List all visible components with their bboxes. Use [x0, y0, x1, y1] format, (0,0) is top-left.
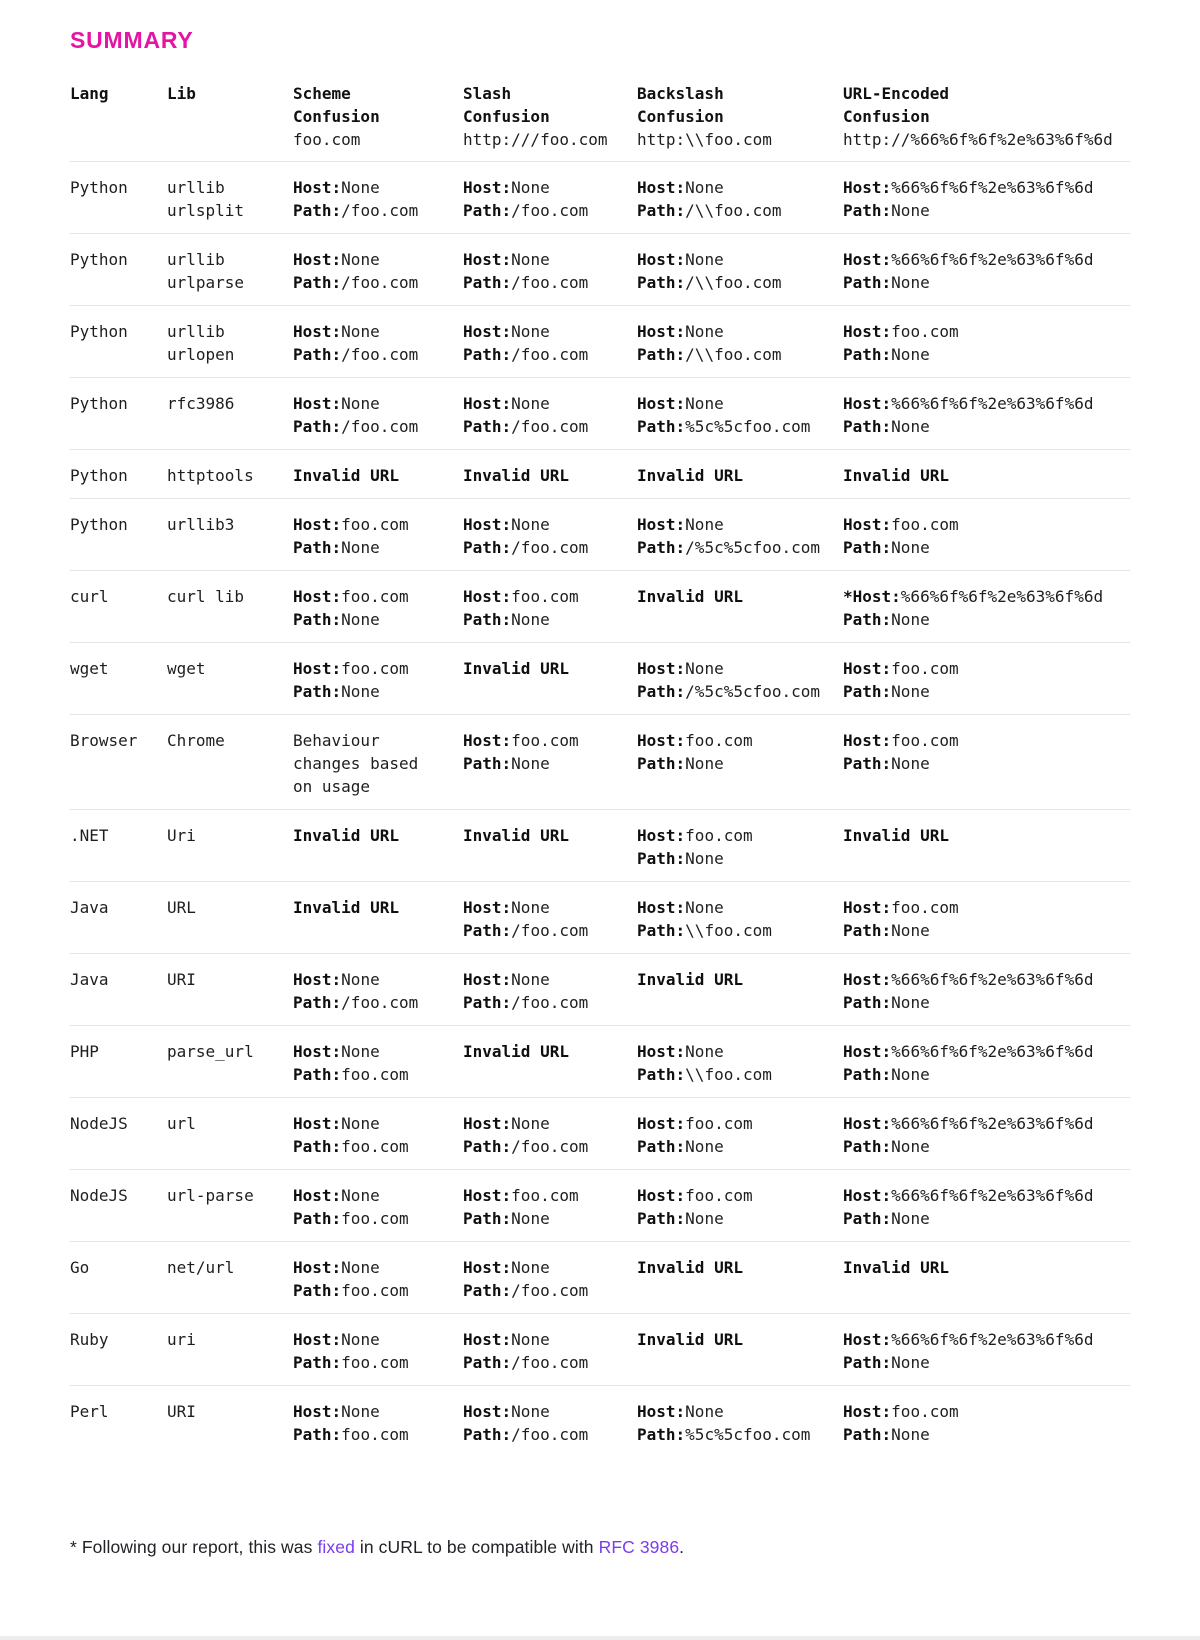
host-path-line: Host:%66%6f%6f%2e%63%6f%6d — [843, 1330, 1094, 1349]
invalid-url-label: Invalid URL — [463, 826, 569, 845]
result-cell — [843, 657, 1130, 703]
host-path-line: Path:/foo.com — [293, 273, 419, 292]
host-path-line: Path:/foo.com — [463, 1353, 589, 1372]
result-cell — [843, 248, 1130, 294]
host-path-line: Host:foo.com — [637, 731, 753, 750]
host-path-line: Host:foo.com — [637, 1114, 753, 1133]
row-lib: URL — [167, 898, 196, 917]
host-path-line: Host:None — [293, 1258, 380, 1277]
col-header-slash-confusion: Slash Confusion http:///foo.com — [463, 82, 637, 151]
footnote-link-fixed[interactable]: fixed — [317, 1537, 355, 1557]
result-cell — [463, 1040, 637, 1086]
table-row — [70, 1386, 1130, 1457]
host-path-line: Host:None — [637, 659, 724, 678]
result-cell — [293, 1256, 463, 1302]
invalid-url-label: Invalid URL — [637, 970, 743, 989]
result-cell — [843, 1400, 1130, 1446]
result-cell — [637, 464, 843, 487]
host-path-line: Host:None — [293, 394, 380, 413]
table-header-row — [70, 82, 1130, 162]
host-path-line: Host:None — [637, 898, 724, 917]
host-path-line: *Host:%66%6f%6f%2e%63%6f%6d — [843, 587, 1104, 606]
host-path-line: Path:None — [843, 754, 930, 773]
host-path-line: Host:None — [637, 1042, 724, 1061]
host-path-line: Path:None — [293, 610, 380, 629]
host-path-line: Path:None — [843, 682, 930, 701]
table-row — [70, 378, 1130, 450]
row-lib: urllib3 — [167, 515, 235, 534]
host-path-line: Host:None — [463, 322, 550, 341]
invalid-url-label: Invalid URL — [637, 587, 743, 606]
host-path-line: Host:None — [463, 898, 550, 917]
table-row — [70, 810, 1130, 882]
result-cell — [293, 824, 463, 870]
host-path-line: Host:None — [463, 250, 550, 269]
host-path-line: Host:%66%6f%6f%2e%63%6f%6d — [843, 1114, 1094, 1133]
result-cell — [637, 320, 843, 366]
host-path-line: Host:foo.com — [463, 1186, 579, 1205]
row-lang: Python — [70, 322, 128, 341]
row-lang: Python — [70, 178, 128, 197]
result-cell — [637, 896, 843, 942]
result-cell: Behaviour changes based on usage — [293, 731, 419, 796]
row-lang: PHP — [70, 1042, 99, 1061]
host-path-line: Path:None — [463, 754, 550, 773]
host-path-line: Path:/foo.com — [293, 993, 419, 1012]
result-cell — [293, 513, 463, 559]
example-url: http:///foo.com — [463, 130, 608, 149]
col-header-scheme-confusion: Scheme Confusion foo.com — [293, 82, 463, 151]
host-path-line: Host:None — [637, 515, 724, 534]
host-path-line: Path:/foo.com — [463, 273, 589, 292]
result-cell — [463, 392, 637, 438]
result-cell — [843, 1256, 1130, 1302]
result-cell — [463, 585, 637, 631]
host-path-line: Host:%66%6f%6f%2e%63%6f%6d — [843, 394, 1094, 413]
result-cell — [463, 248, 637, 294]
result-cell — [293, 1328, 463, 1374]
result-cell — [463, 1328, 637, 1374]
table-row — [70, 1242, 1130, 1314]
host-path-line: Path:None — [463, 610, 550, 629]
host-path-line: Path:/%5c%5cfoo.com — [637, 538, 821, 557]
result-cell — [637, 824, 843, 870]
row-lib: rfc3986 — [167, 394, 235, 413]
result-cell — [637, 176, 843, 222]
result-cell — [463, 464, 637, 487]
row-lib: net/url — [167, 1258, 235, 1277]
example-url: foo.com — [293, 130, 361, 149]
host-path-line: Host:None — [463, 394, 550, 413]
row-lang: Python — [70, 250, 128, 269]
host-path-line: Host:%66%6f%6f%2e%63%6f%6d — [843, 1042, 1094, 1061]
table-row — [70, 715, 1130, 810]
result-cell — [843, 1328, 1130, 1374]
table-row — [70, 1098, 1130, 1170]
footnote-link-rfc3986[interactable]: RFC 3986 — [598, 1537, 680, 1557]
result-cell — [637, 585, 843, 631]
result-cell — [637, 657, 843, 703]
host-path-line: Host:None — [463, 1330, 550, 1349]
host-path-line: Path:foo.com — [293, 1425, 409, 1444]
host-path-line: Path:foo.com — [293, 1353, 409, 1372]
row-lib: urllib urlparse — [167, 250, 245, 292]
result-cell — [293, 1040, 463, 1086]
footnote-text: in cURL to be compatible with — [354, 1537, 599, 1557]
table-row — [70, 571, 1130, 643]
host-path-line: Path:None — [637, 1137, 724, 1156]
invalid-url-label: Invalid URL — [637, 466, 743, 485]
invalid-url-label: Invalid URL — [843, 826, 949, 845]
result-cell — [463, 320, 637, 366]
result-cell — [843, 392, 1130, 438]
host-path-line: Path:%5c%5cfoo.com — [637, 417, 811, 436]
page-title: SUMMARY — [70, 27, 194, 53]
host-path-line: Path:/foo.com — [463, 417, 589, 436]
result-cell — [843, 896, 1130, 942]
result-cell — [843, 1112, 1130, 1158]
host-path-line: Host:foo.com — [463, 587, 579, 606]
host-path-line: Path:/foo.com — [463, 345, 589, 364]
host-path-line: Path:/\\foo.com — [637, 201, 782, 220]
row-lib: urllib urlsplit — [167, 178, 245, 220]
host-path-line: Path:None — [463, 1209, 550, 1228]
host-path-line: Path:foo.com — [293, 1281, 409, 1300]
host-path-line: Path:None — [293, 538, 380, 557]
host-path-line: Path:/foo.com — [463, 993, 589, 1012]
invalid-url-label: Invalid URL — [843, 1258, 949, 1277]
host-path-line: Host:foo.com — [637, 826, 753, 845]
result-cell — [637, 248, 843, 294]
table-row — [70, 234, 1130, 306]
result-cell — [293, 585, 463, 631]
host-path-line: Host:foo.com — [463, 731, 579, 750]
host-path-line: Path:None — [843, 993, 930, 1012]
host-path-line: Path:None — [843, 1209, 930, 1228]
table-row — [70, 954, 1130, 1026]
result-cell — [463, 513, 637, 559]
row-lang: Python — [70, 466, 128, 485]
host-path-line: Host:foo.com — [293, 587, 409, 606]
result-cell — [843, 513, 1130, 559]
invalid-url-label: Invalid URL — [293, 466, 399, 485]
row-lib: parse_url — [167, 1042, 254, 1061]
table-row — [70, 1026, 1130, 1098]
invalid-url-label: Invalid URL — [463, 1042, 569, 1061]
host-path-line: Path:None — [843, 1137, 930, 1156]
row-lib: urllib urlopen — [167, 322, 235, 364]
row-lang: .NET — [70, 826, 109, 845]
host-path-line: Path:foo.com — [293, 1209, 409, 1228]
summary-section — [0, 26, 1200, 1559]
host-path-line: Path:/foo.com — [293, 345, 419, 364]
host-path-line: Host:None — [293, 1330, 380, 1349]
host-path-line: Host:%66%6f%6f%2e%63%6f%6d — [843, 970, 1094, 989]
result-cell — [637, 1040, 843, 1086]
host-path-line: Host:None — [637, 178, 724, 197]
result-cell — [293, 657, 463, 703]
result-cell — [637, 1112, 843, 1158]
host-path-line: Path:None — [843, 1065, 930, 1084]
table-row — [70, 499, 1130, 571]
host-path-line: Path:None — [843, 1353, 930, 1372]
row-lib: wget — [167, 659, 206, 678]
result-cell — [463, 176, 637, 222]
result-cell — [463, 1112, 637, 1158]
row-lib: url-parse — [167, 1186, 254, 1205]
host-path-line: Host:foo.com — [293, 515, 409, 534]
result-cell — [293, 1112, 463, 1158]
result-cell — [637, 1400, 843, 1446]
result-cell — [843, 968, 1130, 1014]
result-cell — [843, 585, 1130, 631]
invalid-url-label: Invalid URL — [463, 466, 569, 485]
host-path-line: Path:/foo.com — [463, 201, 589, 220]
host-path-line: Host:None — [637, 250, 724, 269]
host-path-line: Path:None — [843, 417, 930, 436]
result-cell — [843, 464, 1130, 487]
host-path-line: Path:/foo.com — [293, 201, 419, 220]
row-lang: Python — [70, 394, 128, 413]
result-cell — [293, 320, 463, 366]
host-path-line: Host:%66%6f%6f%2e%63%6f%6d — [843, 178, 1094, 197]
result-cell — [843, 824, 1130, 870]
host-path-line: Host:None — [637, 322, 724, 341]
result-cell — [463, 729, 637, 798]
result-cell — [637, 729, 843, 798]
table-row — [70, 306, 1130, 378]
host-path-line: Path:foo.com — [293, 1065, 409, 1084]
host-path-line: Path:/foo.com — [463, 538, 589, 557]
row-lib: URI — [167, 1402, 196, 1421]
result-cell — [463, 968, 637, 1014]
footnote — [70, 1535, 1200, 1559]
result-cell — [637, 392, 843, 438]
host-path-line: Host:None — [637, 394, 724, 413]
row-lib: Uri — [167, 826, 196, 845]
table-row — [70, 162, 1130, 234]
host-path-line: Host:None — [293, 250, 380, 269]
result-cell — [293, 176, 463, 222]
invalid-url-label: Invalid URL — [637, 1258, 743, 1277]
row-lang: curl — [70, 587, 109, 606]
url-parsing-results-table — [70, 82, 1130, 1457]
row-lang: Ruby — [70, 1330, 109, 1349]
table-body — [70, 162, 1130, 1457]
host-path-line: Host:foo.com — [843, 1402, 959, 1421]
row-lang: Perl — [70, 1402, 109, 1421]
host-path-line: Host:None — [463, 970, 550, 989]
host-path-line: Host:foo.com — [843, 659, 959, 678]
page-bottom-divider — [0, 1636, 1200, 1640]
result-cell — [293, 464, 463, 487]
host-path-line: Path:\\foo.com — [637, 921, 772, 940]
host-path-line: Path:None — [843, 345, 930, 364]
host-path-line: Path:None — [843, 538, 930, 557]
host-path-line: Host:foo.com — [637, 1186, 753, 1205]
result-cell — [463, 1256, 637, 1302]
host-path-line: Path:None — [843, 273, 930, 292]
result-cell — [293, 248, 463, 294]
row-lib: URI — [167, 970, 196, 989]
host-path-line: Host:None — [463, 1114, 550, 1133]
row-lang: Go — [70, 1258, 90, 1277]
host-path-line: Host:None — [293, 1402, 380, 1421]
host-path-line: Path:/\\foo.com — [637, 345, 782, 364]
result-cell — [293, 392, 463, 438]
host-path-line: Host:None — [463, 1258, 550, 1277]
row-lang: wget — [70, 659, 109, 678]
host-path-line: Path:/\\foo.com — [637, 273, 782, 292]
host-path-line: Host:None — [293, 178, 380, 197]
result-cell — [463, 824, 637, 870]
host-path-line: Host:None — [463, 515, 550, 534]
col-header-lib: Lib — [167, 84, 196, 103]
host-path-line: Host:%66%6f%6f%2e%63%6f%6d — [843, 1186, 1094, 1205]
host-path-line: Host:None — [293, 1042, 380, 1061]
host-path-line: Path:/foo.com — [463, 1137, 589, 1156]
host-path-line: Path:/foo.com — [463, 1425, 589, 1444]
host-path-line: Path:\\foo.com — [637, 1065, 772, 1084]
invalid-url-label: Invalid URL — [843, 466, 949, 485]
host-path-line: Host:foo.com — [843, 731, 959, 750]
row-lang: Java — [70, 970, 109, 989]
result-cell — [293, 1400, 463, 1446]
host-path-line: Path:None — [843, 201, 930, 220]
host-path-line: Host:None — [293, 322, 380, 341]
host-path-line: Path:None — [843, 1425, 930, 1444]
row-lib: httptools — [167, 466, 254, 485]
row-lang: Python — [70, 515, 128, 534]
row-lib: Chrome — [167, 731, 225, 750]
host-path-line: Path:None — [843, 921, 930, 940]
result-cell — [637, 1184, 843, 1230]
host-path-line: Path:foo.com — [293, 1137, 409, 1156]
host-path-line: Path:/%5c%5cfoo.com — [637, 682, 821, 701]
table-row — [70, 643, 1130, 715]
row-lang: Java — [70, 898, 109, 917]
host-path-line: Path:/foo.com — [463, 1281, 589, 1300]
row-lib: curl lib — [167, 587, 245, 606]
result-cell — [843, 176, 1130, 222]
host-path-line: Host:foo.com — [293, 659, 409, 678]
host-path-line: Path:None — [637, 754, 724, 773]
example-url: http://%66%6f%6f%2e%63%6f%6d — [843, 130, 1113, 149]
host-path-line: Host:None — [293, 970, 380, 989]
col-header-lang: Lang — [70, 84, 109, 103]
invalid-url-label: Invalid URL — [463, 659, 569, 678]
host-path-line: Host:None — [293, 1186, 380, 1205]
host-path-line: Host:None — [463, 1402, 550, 1421]
result-cell — [843, 1040, 1130, 1086]
col-header-url-encoded-confusion: URL-Encoded Confusion http://%66%6f%6f%2e%63%6f%6d — [843, 82, 1130, 151]
result-cell — [463, 1400, 637, 1446]
col-header-backslash-confusion: Backslash Confusion http:\\foo.com — [637, 82, 843, 151]
host-path-line: Host:%66%6f%6f%2e%63%6f%6d — [843, 250, 1094, 269]
row-lang: Browser — [70, 731, 138, 750]
result-cell — [843, 1184, 1130, 1230]
row-lib: url — [167, 1114, 196, 1133]
row-lib: uri — [167, 1330, 196, 1349]
result-cell — [463, 896, 637, 942]
host-path-line: Host:None — [293, 1114, 380, 1133]
host-path-line: Host:foo.com — [843, 515, 959, 534]
host-path-line: Path:None — [843, 610, 930, 629]
host-path-line: Path:None — [637, 849, 724, 868]
invalid-url-label: Invalid URL — [293, 826, 399, 845]
footnote-text: * Following our report, this was — [70, 1537, 318, 1557]
table-row — [70, 882, 1130, 954]
result-cell — [637, 1328, 843, 1374]
host-path-line: Host:foo.com — [843, 898, 959, 917]
table-row — [70, 1314, 1130, 1386]
result-cell — [843, 729, 1130, 798]
host-path-line: Path:/foo.com — [463, 921, 589, 940]
host-path-line: Path:%5c%5cfoo.com — [637, 1425, 811, 1444]
result-cell — [293, 968, 463, 1014]
footnote-text: . — [679, 1537, 685, 1557]
result-cell — [843, 320, 1130, 366]
result-cell — [463, 1184, 637, 1230]
row-lang: NodeJS — [70, 1114, 128, 1133]
host-path-line: Host:None — [463, 178, 550, 197]
example-url: http:\\foo.com — [637, 130, 772, 149]
result-cell — [637, 968, 843, 1014]
host-path-line: Path:/foo.com — [293, 417, 419, 436]
result-cell — [293, 1184, 463, 1230]
host-path-line: Host:None — [637, 1402, 724, 1421]
host-path-line: Path:None — [293, 682, 380, 701]
result-cell — [637, 1256, 843, 1302]
result-cell — [293, 896, 463, 942]
row-lang: NodeJS — [70, 1186, 128, 1205]
invalid-url-label: Invalid URL — [293, 898, 399, 917]
host-path-line: Path:None — [637, 1209, 724, 1228]
result-cell — [463, 657, 637, 703]
invalid-url-label: Invalid URL — [637, 1330, 743, 1349]
result-cell — [637, 513, 843, 559]
table-row — [70, 1170, 1130, 1242]
table-row — [70, 450, 1130, 499]
host-path-line: Host:foo.com — [843, 322, 959, 341]
